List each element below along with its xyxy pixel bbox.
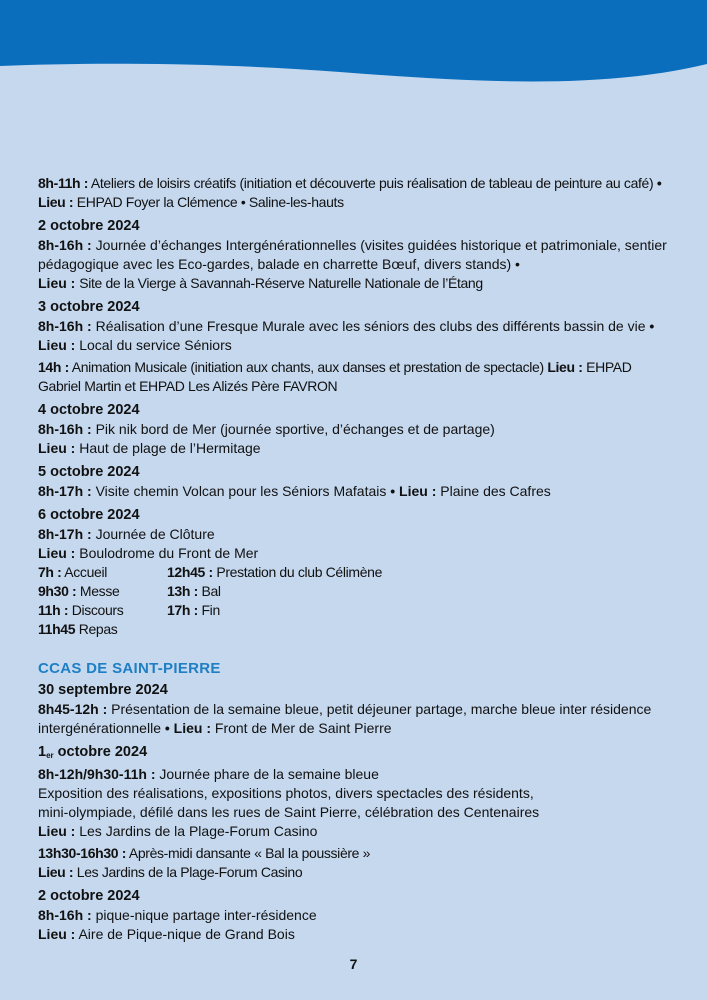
lieu-text: Site de la Vierge à Savannah-Réserve Naturelle Nationale de l’Étang bbox=[79, 275, 483, 291]
entry-time: 13h30-16h30 : bbox=[38, 845, 127, 861]
schedule-item: 9h30 : Messe bbox=[38, 583, 120, 599]
entry-time: 14h : bbox=[38, 359, 69, 375]
date-heading: 3 octobre 2024 bbox=[38, 299, 140, 315]
entry-8h-16h bbox=[38, 420, 668, 458]
entry-text: mini-olympiade, défilé dans les rues de Saint Pierre, célébration des Centenaires bbox=[38, 804, 540, 820]
lieu-label: • Lieu : bbox=[164, 720, 211, 736]
entry-13h30-16h30 bbox=[38, 844, 668, 882]
entry-text: Visite chemin Volcan pour les Séniors Mafatais bbox=[95, 483, 387, 499]
lieu-text: EHPAD Foyer la Clémence • Saline-les-hauts bbox=[76, 194, 344, 210]
page-number: 7 bbox=[349, 956, 358, 972]
entry-14h bbox=[38, 358, 668, 396]
program-content bbox=[38, 174, 668, 944]
lieu-text: Les Jardins de la Plage-Forum Casino bbox=[79, 823, 318, 839]
date-heading: 6 octobre 2024 bbox=[38, 507, 140, 523]
entry-text: Réalisation d’une Fresque Murale avec les séniors des clubs des différents bassin de vie bbox=[95, 318, 646, 334]
entry-text: pique-nique partage inter-résidence bbox=[95, 907, 317, 923]
date-heading: 4 octobre 2024 bbox=[38, 402, 140, 418]
entry-8h-16h bbox=[38, 906, 668, 944]
entry-time: 8h-17h : bbox=[38, 483, 92, 499]
entry-text: Pik nik bord de Mer (journée sportive, d’échanges et de partage) bbox=[95, 421, 495, 437]
lieu-text: EHPAD Gabriel Martin et EHPAD Les Alizés Père FAVRON bbox=[38, 359, 632, 394]
section-title: CCAS DE SAINT-PIERRE bbox=[38, 660, 221, 677]
lieu-label: Lieu : bbox=[38, 926, 76, 942]
lieu-label: Lieu : bbox=[38, 864, 74, 880]
lieu-text: Boulodrome du Front de Mer bbox=[79, 545, 259, 561]
lieu-label: • Lieu : bbox=[38, 175, 662, 210]
entry-8h-12h bbox=[38, 765, 668, 841]
lieu-text: Plaine des Cafres bbox=[440, 483, 551, 499]
schedule-item: 7h : Accueil bbox=[38, 564, 107, 580]
entry-text: Journée phare de la semaine bleue bbox=[159, 766, 379, 782]
entry-text: Animation Musicale (initiation aux chants, aux danses et prestation de spectacle) bbox=[71, 359, 544, 375]
lieu-label: Lieu : bbox=[38, 545, 76, 561]
lieu-label: • Lieu : bbox=[390, 483, 437, 499]
lieu-label: Lieu : bbox=[38, 823, 76, 839]
entry-text: Présentation de la semaine bleue, petit déjeuner partage, marche bleue inter résidence intergénérationnelle bbox=[38, 701, 652, 736]
entry-8h-17h bbox=[38, 482, 668, 501]
entry-time: 8h45-12h : bbox=[38, 701, 108, 717]
entry-time: 8h-16h : bbox=[38, 318, 92, 334]
lieu-label: Lieu : bbox=[38, 275, 76, 291]
date-heading: 2 octobre 2024 bbox=[38, 218, 140, 234]
header-wave-band bbox=[0, 0, 707, 120]
lieu-label: Lieu : bbox=[547, 359, 583, 375]
closing-day-schedule bbox=[38, 563, 668, 639]
entry-8h-16h bbox=[38, 317, 668, 355]
date-heading: $1_{er}$ octobre 2024 bbox=[38, 744, 148, 760]
entry-text: Exposition des réalisations, expositions photos, divers spectacles des résidents, bbox=[38, 785, 534, 801]
lieu-text: Les Jardins de la Plage-Forum Casino bbox=[76, 864, 303, 880]
lieu-text: Front de Mer de Saint Pierre bbox=[214, 720, 392, 736]
entry-text: Après-midi dansante « Bal la poussière » bbox=[128, 845, 371, 861]
lieu-text: Local du service Séniors bbox=[79, 337, 232, 353]
schedule-item: 11h45 Repas bbox=[38, 621, 118, 637]
entry-text: Journée d’échanges Intergénérationnelles (visites guidées historique et patrimoniale, sentier pédagogique avec les Eco-gardes, balade en charrette Bœuf, divers stands) • bbox=[38, 237, 667, 272]
lieu-label: • Lieu : bbox=[38, 318, 655, 353]
entry-8h-17h bbox=[38, 525, 668, 563]
schedule-item: 17h : Fin bbox=[167, 602, 220, 618]
entry-time: 8h-12h/9h30-11h : bbox=[38, 766, 156, 782]
lieu-text: Aire de Pique-nique de Grand Bois bbox=[78, 926, 295, 942]
date-heading: 30 septembre 2024 bbox=[38, 682, 168, 698]
entry-8h-11h bbox=[38, 174, 668, 212]
entry-8h45-12h bbox=[38, 700, 668, 738]
entry-time: 8h-16h : bbox=[38, 421, 92, 437]
lieu-label: Lieu : bbox=[38, 440, 76, 456]
entry-time: 8h-16h : bbox=[38, 907, 92, 923]
date-heading: 2 octobre 2024 bbox=[38, 888, 140, 904]
schedule-item: 13h : Bal bbox=[167, 583, 221, 599]
entry-time: 8h-16h : bbox=[38, 237, 92, 253]
entry-8h-16h bbox=[38, 236, 668, 293]
schedule-item: 12h45 : Prestation du club Célimène bbox=[167, 564, 383, 580]
entry-time: 8h-11h : bbox=[38, 175, 89, 191]
entry-text: Ateliers de loisirs créatifs (initiation et découverte puis réalisation de tableau de peinture au café) bbox=[90, 175, 654, 191]
lieu-text: Haut de plage de l’Hermitage bbox=[79, 440, 261, 456]
date-heading: 5 octobre 2024 bbox=[38, 464, 140, 480]
entry-text: Journée de Clôture bbox=[95, 526, 215, 542]
schedule-item: 11h : Discours bbox=[38, 602, 124, 618]
entry-time: 8h-17h : bbox=[38, 526, 92, 542]
